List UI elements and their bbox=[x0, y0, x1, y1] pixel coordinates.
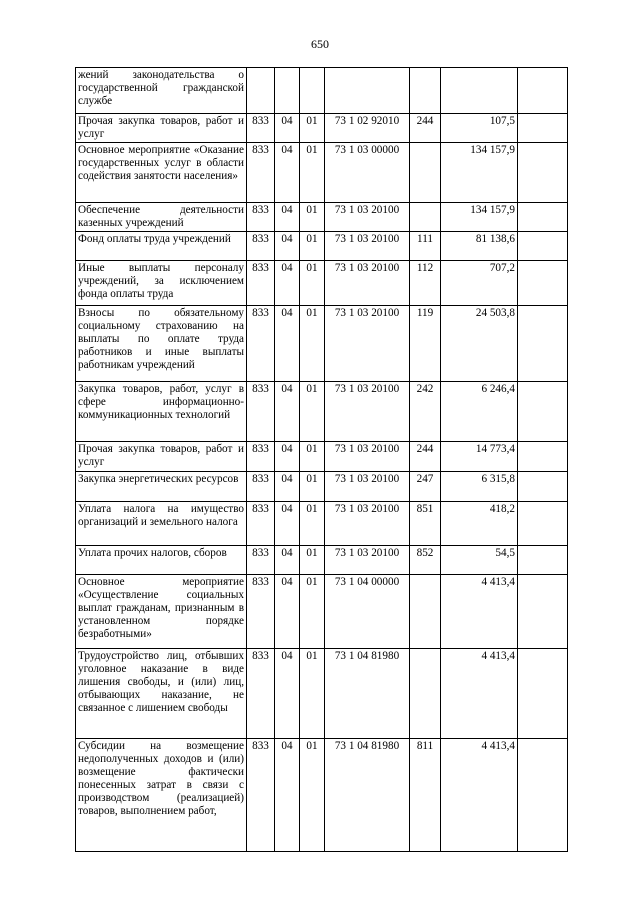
row-extra-cell bbox=[518, 306, 568, 382]
row-subsection-cell: 01 bbox=[300, 261, 325, 306]
table-row bbox=[76, 472, 568, 502]
row-amount-cell: 134 157,9 bbox=[441, 143, 518, 203]
row-section-cell bbox=[275, 68, 300, 114]
row-section-cell: 04 bbox=[275, 382, 300, 442]
page-number: 650 bbox=[311, 37, 329, 51]
row-target-article-cell: 73 1 04 81980 bbox=[325, 649, 410, 739]
row-subsection-cell bbox=[300, 68, 325, 114]
table-row bbox=[76, 649, 568, 739]
row-amount-cell: 4 413,4 bbox=[441, 649, 518, 739]
row-grbs-cell: 833 bbox=[247, 232, 275, 261]
row-extra-cell bbox=[518, 68, 568, 114]
row-target-article-cell: 73 1 03 20100 bbox=[325, 203, 410, 232]
row-amount-cell: 4 413,4 bbox=[441, 739, 518, 852]
row-expense-type-cell bbox=[410, 203, 441, 232]
row-target-article-cell: 73 1 03 20100 bbox=[325, 442, 410, 472]
row-grbs-cell: 833 bbox=[247, 739, 275, 852]
row-extra-cell bbox=[518, 203, 568, 232]
row-expense-type-cell: 811 bbox=[410, 739, 441, 852]
row-target-article-cell bbox=[325, 68, 410, 114]
row-name-cell: Обеспечение деятельности казенных учреждений bbox=[76, 203, 247, 232]
table-row bbox=[76, 114, 568, 143]
row-amount-cell: 6 315,8 bbox=[441, 472, 518, 502]
row-extra-cell bbox=[518, 114, 568, 143]
row-target-article-cell: 73 1 03 20100 bbox=[325, 261, 410, 306]
row-subsection-cell: 01 bbox=[300, 143, 325, 203]
row-grbs-cell: 833 bbox=[247, 649, 275, 739]
row-amount-cell: 24 503,8 bbox=[441, 306, 518, 382]
row-expense-type-cell bbox=[410, 143, 441, 203]
table-row bbox=[76, 232, 568, 261]
table-row bbox=[76, 203, 568, 232]
row-extra-cell bbox=[518, 382, 568, 442]
row-grbs-cell: 833 bbox=[247, 575, 275, 649]
row-expense-type-cell bbox=[410, 68, 441, 114]
row-expense-type-cell: 119 bbox=[410, 306, 441, 382]
row-expense-type-cell: 244 bbox=[410, 114, 441, 143]
row-amount-cell: 54,5 bbox=[441, 546, 518, 575]
row-expense-type-cell: 247 bbox=[410, 472, 441, 502]
row-amount-cell: 134 157,9 bbox=[441, 203, 518, 232]
row-name-cell: Субсидии на возмещение недополученных доходов и (или) возмещение фактически понесенных затрат в связи с производством (реализацией) товаров, выполнением работ, bbox=[76, 739, 247, 852]
row-section-cell: 04 bbox=[275, 739, 300, 852]
row-extra-cell bbox=[518, 261, 568, 306]
row-expense-type-cell bbox=[410, 575, 441, 649]
table-row bbox=[76, 143, 568, 203]
row-target-article-cell: 73 1 03 20100 bbox=[325, 546, 410, 575]
row-extra-cell bbox=[518, 472, 568, 502]
row-amount-cell: 418,2 bbox=[441, 502, 518, 546]
row-name-cell: жений законодательства о государственной гражданской службе bbox=[76, 68, 247, 114]
row-name-cell: Иные выплаты персоналу учреждений, за исключением фонда оплаты труда bbox=[76, 261, 247, 306]
row-section-cell: 04 bbox=[275, 143, 300, 203]
row-name-cell: Уплата налога на имущество организаций и земельного налога bbox=[76, 502, 247, 546]
row-name-cell: Фонд оплаты труда учреждений bbox=[76, 232, 247, 261]
row-section-cell: 04 bbox=[275, 649, 300, 739]
row-grbs-cell: 833 bbox=[247, 472, 275, 502]
row-name-cell: Основное мероприятие «Осуществление социальных выплат гражданам, признанным в установленном порядке безработными» bbox=[76, 575, 247, 649]
row-subsection-cell: 01 bbox=[300, 575, 325, 649]
row-name-cell: Прочая закупка товаров, работ и услуг bbox=[76, 114, 247, 143]
row-subsection-cell: 01 bbox=[300, 442, 325, 472]
row-extra-cell bbox=[518, 442, 568, 472]
row-target-article-cell: 73 1 03 20100 bbox=[325, 306, 410, 382]
row-grbs-cell: 833 bbox=[247, 546, 275, 575]
row-grbs-cell: 833 bbox=[247, 203, 275, 232]
row-section-cell: 04 bbox=[275, 546, 300, 575]
row-section-cell: 04 bbox=[275, 232, 300, 261]
row-section-cell: 04 bbox=[275, 502, 300, 546]
row-target-article-cell: 73 1 03 00000 bbox=[325, 143, 410, 203]
row-grbs-cell: 833 bbox=[247, 382, 275, 442]
row-subsection-cell: 01 bbox=[300, 472, 325, 502]
row-amount-cell bbox=[441, 68, 518, 114]
row-expense-type-cell: 112 bbox=[410, 261, 441, 306]
table-row bbox=[76, 306, 568, 382]
table-row bbox=[76, 442, 568, 472]
row-subsection-cell: 01 bbox=[300, 546, 325, 575]
row-extra-cell bbox=[518, 575, 568, 649]
table-row bbox=[76, 546, 568, 575]
row-extra-cell bbox=[518, 739, 568, 852]
row-extra-cell bbox=[518, 143, 568, 203]
row-amount-cell: 81 138,6 bbox=[441, 232, 518, 261]
row-amount-cell: 4 413,4 bbox=[441, 575, 518, 649]
row-target-article-cell: 73 1 03 20100 bbox=[325, 502, 410, 546]
row-section-cell: 04 bbox=[275, 306, 300, 382]
row-name-cell: Закупка энергетических ресурсов bbox=[76, 472, 247, 502]
row-expense-type-cell: 111 bbox=[410, 232, 441, 261]
row-grbs-cell: 833 bbox=[247, 261, 275, 306]
table-row bbox=[76, 739, 568, 852]
row-grbs-cell: 833 bbox=[247, 306, 275, 382]
row-section-cell: 04 bbox=[275, 114, 300, 143]
row-extra-cell bbox=[518, 232, 568, 261]
row-name-cell: Уплата прочих налогов, сборов bbox=[76, 546, 247, 575]
row-target-article-cell: 73 1 03 20100 bbox=[325, 232, 410, 261]
table-row bbox=[76, 502, 568, 546]
row-expense-type-cell bbox=[410, 649, 441, 739]
row-name-cell: Прочая закупка товаров, работ и услуг bbox=[76, 442, 247, 472]
row-extra-cell bbox=[518, 546, 568, 575]
row-grbs-cell: 833 bbox=[247, 502, 275, 546]
row-expense-type-cell: 242 bbox=[410, 382, 441, 442]
row-subsection-cell: 01 bbox=[300, 739, 325, 852]
row-grbs-cell: 833 bbox=[247, 442, 275, 472]
row-grbs-cell: 833 bbox=[247, 143, 275, 203]
row-subsection-cell: 01 bbox=[300, 114, 325, 143]
row-amount-cell: 707,2 bbox=[441, 261, 518, 306]
row-target-article-cell: 73 1 04 00000 bbox=[325, 575, 410, 649]
row-amount-cell: 14 773,4 bbox=[441, 442, 518, 472]
row-subsection-cell: 01 bbox=[300, 382, 325, 442]
row-name-cell: Основное мероприятие «Оказание государственных услуг в области содействия занятости населения» bbox=[76, 143, 247, 203]
row-target-article-cell: 73 1 02 92010 bbox=[325, 114, 410, 143]
row-name-cell: Закупка товаров, работ, услуг в сфере информационно-коммуникационных технологий bbox=[76, 382, 247, 442]
row-subsection-cell: 01 bbox=[300, 306, 325, 382]
table-row bbox=[76, 575, 568, 649]
row-target-article-cell: 73 1 03 20100 bbox=[325, 382, 410, 442]
row-target-article-cell: 73 1 03 20100 bbox=[325, 472, 410, 502]
row-section-cell: 04 bbox=[275, 203, 300, 232]
table-row bbox=[76, 382, 568, 442]
row-subsection-cell: 01 bbox=[300, 232, 325, 261]
row-expense-type-cell: 852 bbox=[410, 546, 441, 575]
row-subsection-cell: 01 bbox=[300, 203, 325, 232]
budget-table bbox=[75, 67, 568, 852]
row-section-cell: 04 bbox=[275, 472, 300, 502]
row-subsection-cell: 01 bbox=[300, 649, 325, 739]
row-section-cell: 04 bbox=[275, 442, 300, 472]
row-section-cell: 04 bbox=[275, 575, 300, 649]
row-expense-type-cell: 851 bbox=[410, 502, 441, 546]
row-name-cell: Взносы по обязательному социальному страхованию на выплаты по оплате труда работников и иные выплаты работникам учреждений bbox=[76, 306, 247, 382]
table-row bbox=[76, 261, 568, 306]
row-amount-cell: 107,5 bbox=[441, 114, 518, 143]
table-row bbox=[76, 68, 568, 114]
row-name-cell: Трудоустройство лиц, отбывших уголовное наказание в виде лишения свободы, и (или) лиц, отбывающих наказание, не связанное с лишением свободы bbox=[76, 649, 247, 739]
row-expense-type-cell: 244 bbox=[410, 442, 441, 472]
row-extra-cell bbox=[518, 649, 568, 739]
row-subsection-cell: 01 bbox=[300, 502, 325, 546]
row-grbs-cell: 833 bbox=[247, 114, 275, 143]
row-grbs-cell bbox=[247, 68, 275, 114]
row-amount-cell: 6 246,4 bbox=[441, 382, 518, 442]
row-target-article-cell: 73 1 04 81980 bbox=[325, 739, 410, 852]
budget-table-body bbox=[76, 68, 568, 852]
row-extra-cell bbox=[518, 502, 568, 546]
row-section-cell: 04 bbox=[275, 261, 300, 306]
